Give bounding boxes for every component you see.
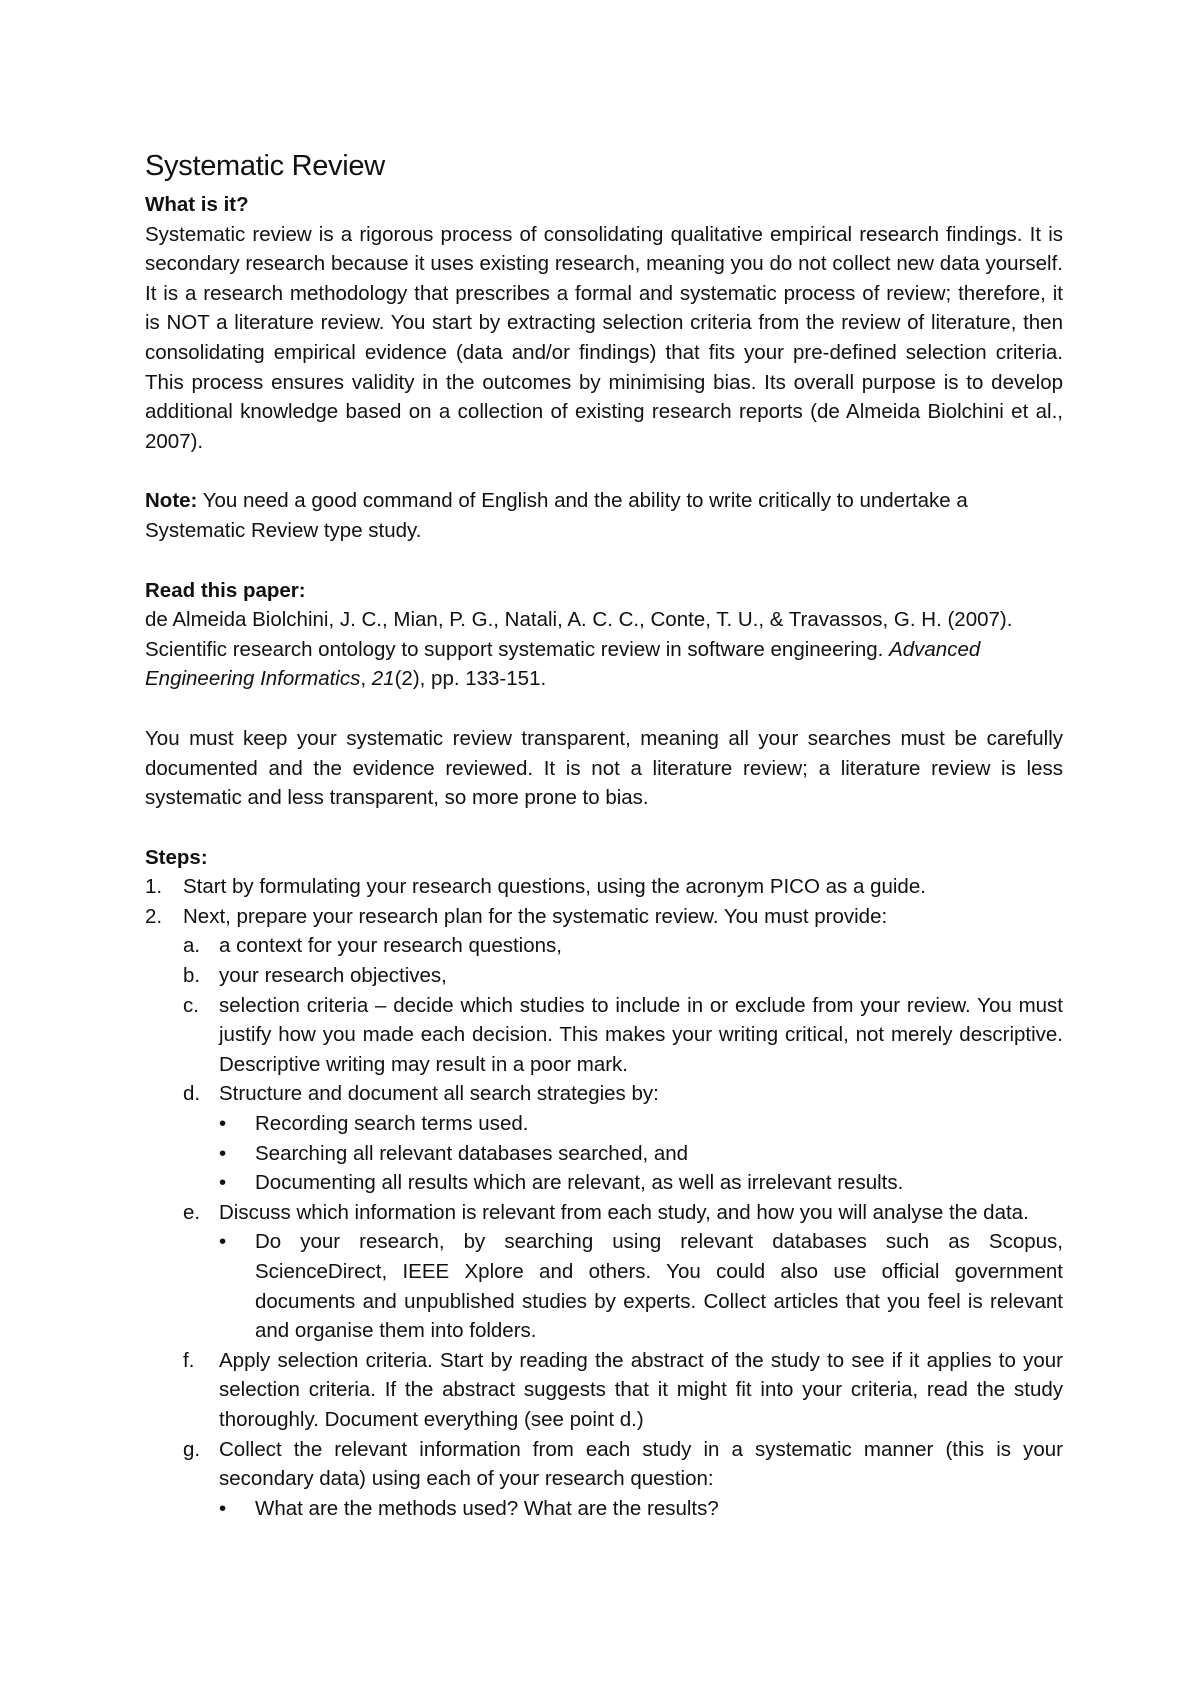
substep-d xyxy=(183,1079,1063,1109)
substep-letter: d. xyxy=(183,1082,201,1106)
what-paragraph: Systematic review is a rigorous process of consolidating qualitative empirical research findings. It is secondary research because it uses existing research, meaning you do not collect new data yourself. It is a research methodology that prescribes a formal and systematic process of review; therefore, it is NOT a literature review. You start by extracting selection criteria from the review of literature, then consolidating empirical evidence (data and/or findings) that fits your pre-defined selection criteria. This process ensures validity in the outcomes by minimising bias. Its overall purpose is to develop additional knowledge based on a collection of existing research reports (de Almeida Biolchini et al., 2007). xyxy=(145,222,1063,453)
bullet-item xyxy=(219,1227,1063,1345)
citation xyxy=(145,605,1063,694)
bullet-item xyxy=(219,1494,1063,1524)
substep-f xyxy=(183,1346,1063,1435)
substep-c xyxy=(183,991,1063,1080)
step-2 xyxy=(145,902,1063,932)
note-label: Note: xyxy=(145,489,198,513)
substep-g xyxy=(183,1435,1063,1494)
substep-text: your research objectives, xyxy=(219,964,447,988)
substep-letter: a. xyxy=(183,934,201,958)
bullet-text: What are the methods used? What are the results? xyxy=(255,1496,719,1520)
step-number: 1. xyxy=(145,875,163,899)
substep-text: Collect the relevant information from each study in a systematic manner (this is your secondary data) using each of your research question: xyxy=(219,1437,1063,1491)
step-number: 2. xyxy=(145,904,163,928)
substep-text: Structure and document all search strategies by: xyxy=(219,1082,659,1106)
citation-volume: 21 xyxy=(371,667,395,691)
bullet-text: Recording search terms used. xyxy=(255,1112,529,1136)
bullet-text: Searching all relevant databases searched, and xyxy=(255,1141,689,1165)
substep-a xyxy=(183,931,1063,961)
bullet-text: Do your research, by searching using relevant databases such as Scopus, ScienceDirect, IEEE Xplore and others. You could also use official government documents and unpublished studies by experts. Collect articles that you feel is relevant and organise them into folders. xyxy=(255,1230,1063,1343)
bullet-item xyxy=(219,1168,1063,1198)
substep-letter: f. xyxy=(183,1348,195,1372)
citation-sep: , xyxy=(360,667,372,691)
citation-authors: de Almeida Biolchini, J. C., Mian, P. G., Natali, A. C. C., Conte, T. U., & Travassos, G. H. (2007). Scientific research ontology to support systematic review in software engineering. xyxy=(145,608,1013,661)
substep-letter: c. xyxy=(183,993,199,1017)
substep-e xyxy=(183,1198,1063,1228)
substep-text: Discuss which information is relevant from each study, and how you will analyse the data. xyxy=(219,1200,1029,1224)
substep-text: selection criteria – decide which studies to include in or exclude from your review. You must justify how you made each decision. This makes your writing critical, not merely descriptive. Descriptive writing may result in a poor mark. xyxy=(219,993,1063,1076)
step-text: Next, prepare your research plan for the systematic review. You must provide: xyxy=(183,904,888,928)
bullet-icon: • xyxy=(219,1171,227,1195)
citation-journal: Advanced Engineering Informatics xyxy=(145,637,981,691)
document-page xyxy=(145,148,1063,1523)
bullet-icon: • xyxy=(219,1141,227,1165)
bullet-item xyxy=(219,1139,1063,1169)
substep-letter: g. xyxy=(183,1437,201,1461)
bullet-icon: • xyxy=(219,1230,227,1254)
page-title: Systematic Review xyxy=(145,150,385,182)
substep-letter: e. xyxy=(183,1200,201,1224)
substep-text: a context for your research questions, xyxy=(219,934,562,958)
bullet-icon: • xyxy=(219,1496,227,1520)
bullet-icon: • xyxy=(219,1112,227,1136)
step-text: Start by formulating your research questions, using the acronym PICO as a guide. xyxy=(183,875,926,899)
what-heading: What is it? xyxy=(145,193,249,216)
bullet-item xyxy=(219,1109,1063,1139)
steps-heading: Steps: xyxy=(145,845,208,869)
bullet-text: Documenting all results which are relevant, as well as irrelevant results. xyxy=(255,1171,904,1195)
transparent-paragraph: You must keep your systematic review transparent, meaning all your searches must be carefully documented and the evidence reviewed. It is not a literature review; a literature review is less systematic and less transparent, so more prone to bias. xyxy=(145,726,1063,810)
read-heading: Read this paper: xyxy=(145,578,306,602)
step-1 xyxy=(145,872,1063,902)
substep-text: Apply selection criteria. Start by reading the abstract of the study to see if it applies to your selection criteria. If the abstract suggests that it might fit into your criteria, read the study thoroughly. Document everything (see point d.) xyxy=(219,1348,1063,1431)
substep-letter: b. xyxy=(183,964,201,988)
citation-issue: (2), pp. 133-151. xyxy=(394,667,547,691)
note-text: You need a good command of English and the ability to write critically to undertake a Systematic Review type study. xyxy=(145,489,968,542)
substep-b xyxy=(183,961,1063,991)
note-paragraph xyxy=(145,486,1063,545)
